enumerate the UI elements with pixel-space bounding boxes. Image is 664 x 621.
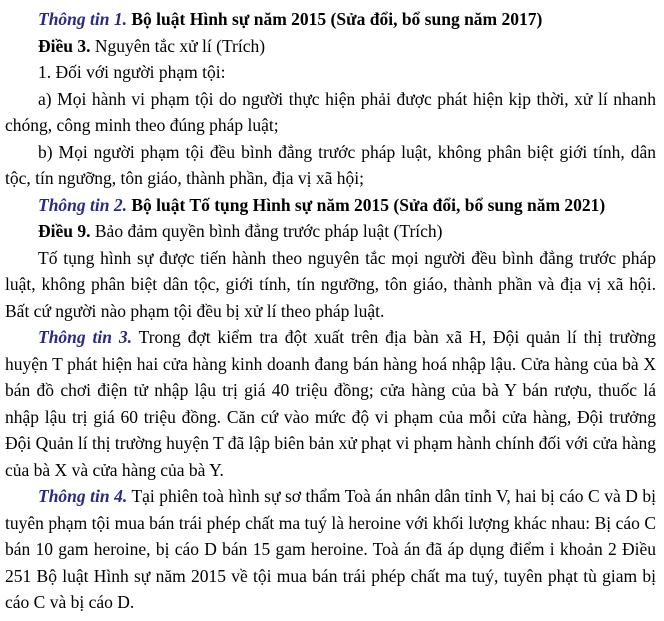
info3-paragraph <box>5 324 656 483</box>
article3-line <box>5 33 656 60</box>
info1-heading <box>5 6 656 33</box>
clause1-text: 1. Đối với người phạm tội: <box>38 62 226 82</box>
article9-label: Điều 9. <box>38 221 91 241</box>
info2-label: Thông tin 2. <box>38 194 127 215</box>
info4-paragraph <box>5 483 656 616</box>
article3-label: Điều 3. <box>38 35 91 56</box>
info4-body-text: Tại phiên toà hình sự sơ thẩm Toà án nhân dân tỉnh V, hai bị cáo C và D bị tuyên phạm tội mua bán trái phép chất ma tuý là heroine với khối lượng khác nhau: Bị cáo C bán 10 gam heroine, bị cáo D bán 15 gam heroine. Toà án đã áp dụng điểm i khoản 2 Điều 251 Bộ luật Hình sự năm 2015 về tội mua bán trái phép chất ma tuý, tuyên phạt tù giam bị cáo C và bị cáo D. <box>5 486 656 612</box>
info2-title: Bộ luật Tố tụng Hình sự năm 2015 (Sửa đổi, bổ sung năm 2021) <box>127 194 606 215</box>
info2-heading <box>5 192 656 219</box>
article9-text: Bảo đảm quyền bình đẳng trước pháp luật (Trích) <box>90 221 443 241</box>
article9-line <box>5 218 656 245</box>
point-b-text: b) Mọi người phạm tội đều bình đẳng trước pháp luật, không phân biệt giới tính, dân tộc, tín ngưỡng, tôn giáo, thành phần, địa vị xã hội; <box>5 141 656 188</box>
article3-text: Nguyên tắc xử lí (Trích) <box>90 35 266 56</box>
point-a-paragraph <box>5 86 656 139</box>
info3-body-text: Trong đợt kiểm tra đột xuất trên địa bàn xã H, Đội quản lí thị trường huyện T phát hiện hai cửa hàng kinh doanh đang bán hàng hoá nhập lậu. Cửa hàng của bà X bán đồ chơi điện tử nhập lậu trị giá 40 triệu đồng; cửa hàng của bà Y bán rượu, thuốc lá nhập lậu trị giá 60 triệu đồng. Căn cứ vào mức độ vi phạm của mỗi cửa hàng, Đội trưởng Đội Quản lí thị trường huyện T đã lập biên bản xử phạt vi phạm hành chính đối với cửa hàng của bà X và cửa hàng của bà Y. <box>5 327 656 480</box>
point-a-text: a) Mọi hành vi phạm tội do người thực hiện phải được phát hiện kịp thời, xử lí nhanh chóng, công minh theo đúng pháp luật; <box>5 88 656 135</box>
info3-label: Thông tin 3. <box>38 327 133 347</box>
clause1-line <box>5 59 656 86</box>
article9-body-text: Tố tụng hình sự được tiến hành theo nguyên tắc mọi người đều bình đẳng trước pháp luật, không phân biệt dân tộc, giới tính, tín ngưỡng, tôn giáo, thành phần và địa vị xã hội. Bất cứ người nào phạm tội đều bị xử lí theo pháp luật. <box>5 247 656 321</box>
point-b-paragraph <box>5 139 656 192</box>
info1-title: Bộ luật Hình sự năm 2015 (Sửa đổi, bổ sung năm 2017) <box>127 9 543 29</box>
info4-label: Thông tin 4. <box>38 486 128 506</box>
article9-body-paragraph <box>5 245 656 325</box>
info1-label: Thông tin 1. <box>38 9 127 29</box>
